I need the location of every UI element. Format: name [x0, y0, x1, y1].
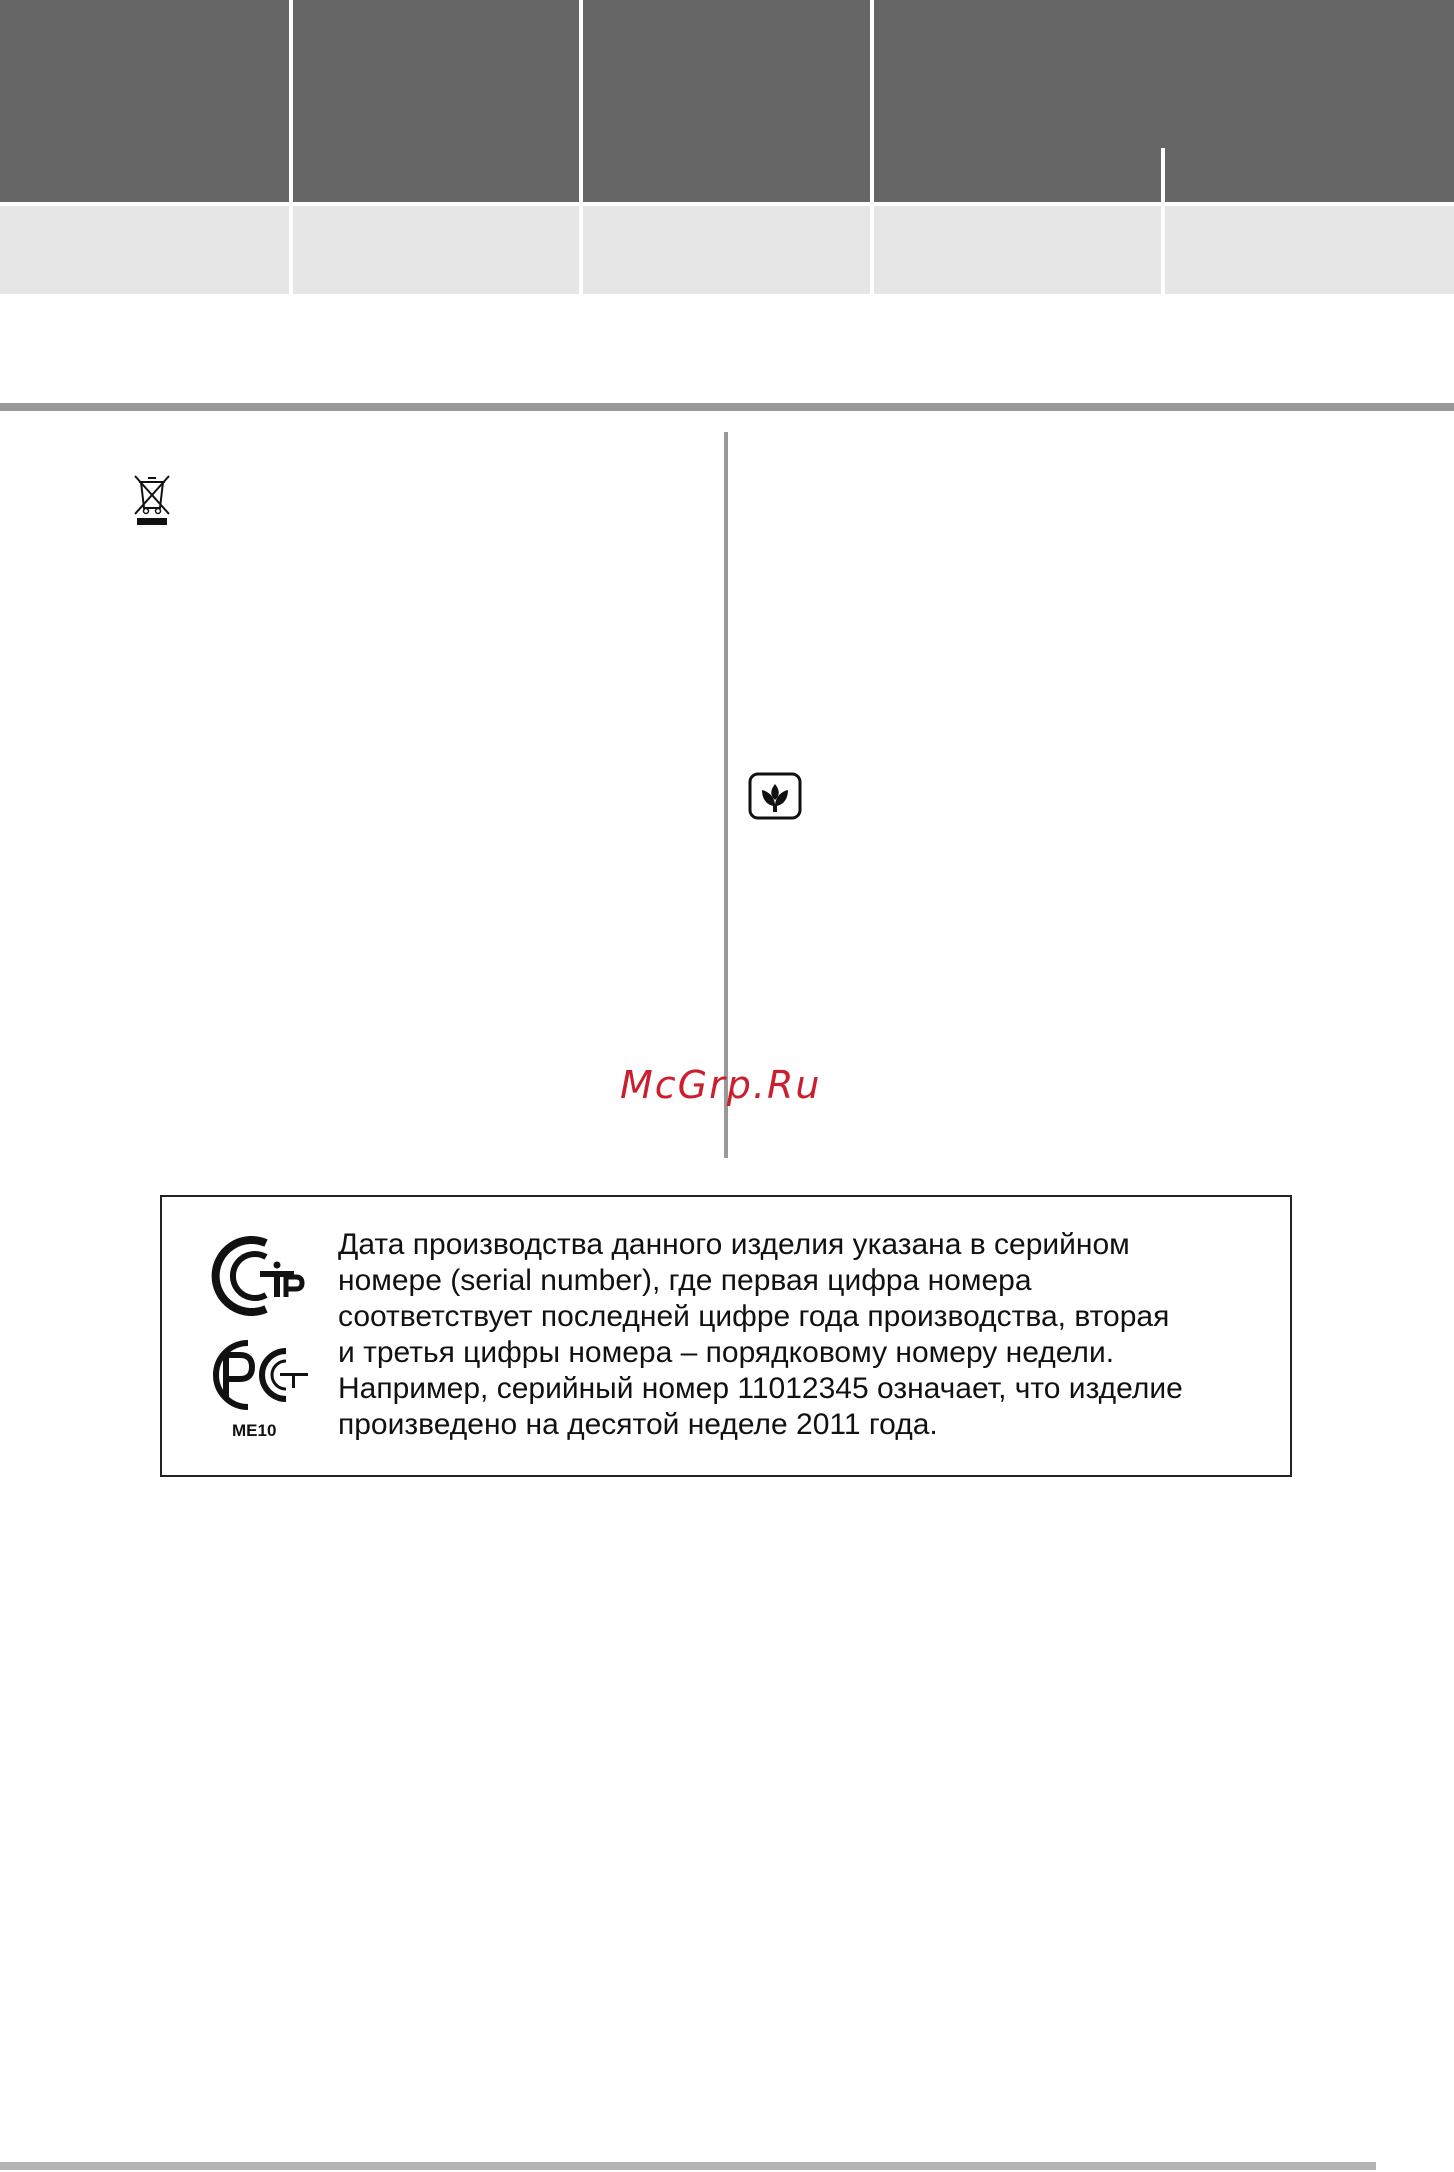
column-divider [724, 432, 728, 1158]
subheader-cell-2 [293, 206, 579, 294]
header-cell-3 [583, 0, 870, 202]
header-cell-1 [0, 0, 289, 202]
subheader-cell-5 [1165, 206, 1454, 294]
production-date-text [338, 1227, 1268, 1443]
header-cell-2 [293, 0, 579, 202]
text-line: Дата производства данного изделия указана в серийном [338, 1228, 1130, 1261]
footer-rule [0, 2162, 1376, 2170]
subheader-cell-1 [0, 206, 289, 294]
eac-certification-mark [204, 1233, 312, 1319]
subheader-cell-3 [583, 206, 870, 294]
text-line: соответствует последней цифре года производства, вторая [338, 1300, 1170, 1333]
text-line: номере (serial number), где первая цифра номера [338, 1264, 1032, 1297]
header-table [0, 0, 1454, 296]
text-line: произведено на десятой неделе 2011 года. [338, 1408, 938, 1441]
text-line: Например, серийный номер 11012345 означает, что изделие [338, 1372, 1183, 1405]
text-line: и третья цифры номера – порядковому номеру недели. [338, 1336, 1115, 1369]
crossed-out-bin-icon [131, 474, 173, 526]
section-rule [0, 403, 1454, 411]
header-divider [1161, 148, 1165, 202]
certification-code: ME10 [232, 1421, 277, 1440]
eco-flower-icon [748, 772, 802, 820]
subheader-cell-4 [874, 206, 1161, 294]
pct-certification-mark [204, 1335, 312, 1415]
watermark: McGrp.Ru [620, 1063, 822, 1107]
production-date-info-box [160, 1195, 1292, 1477]
